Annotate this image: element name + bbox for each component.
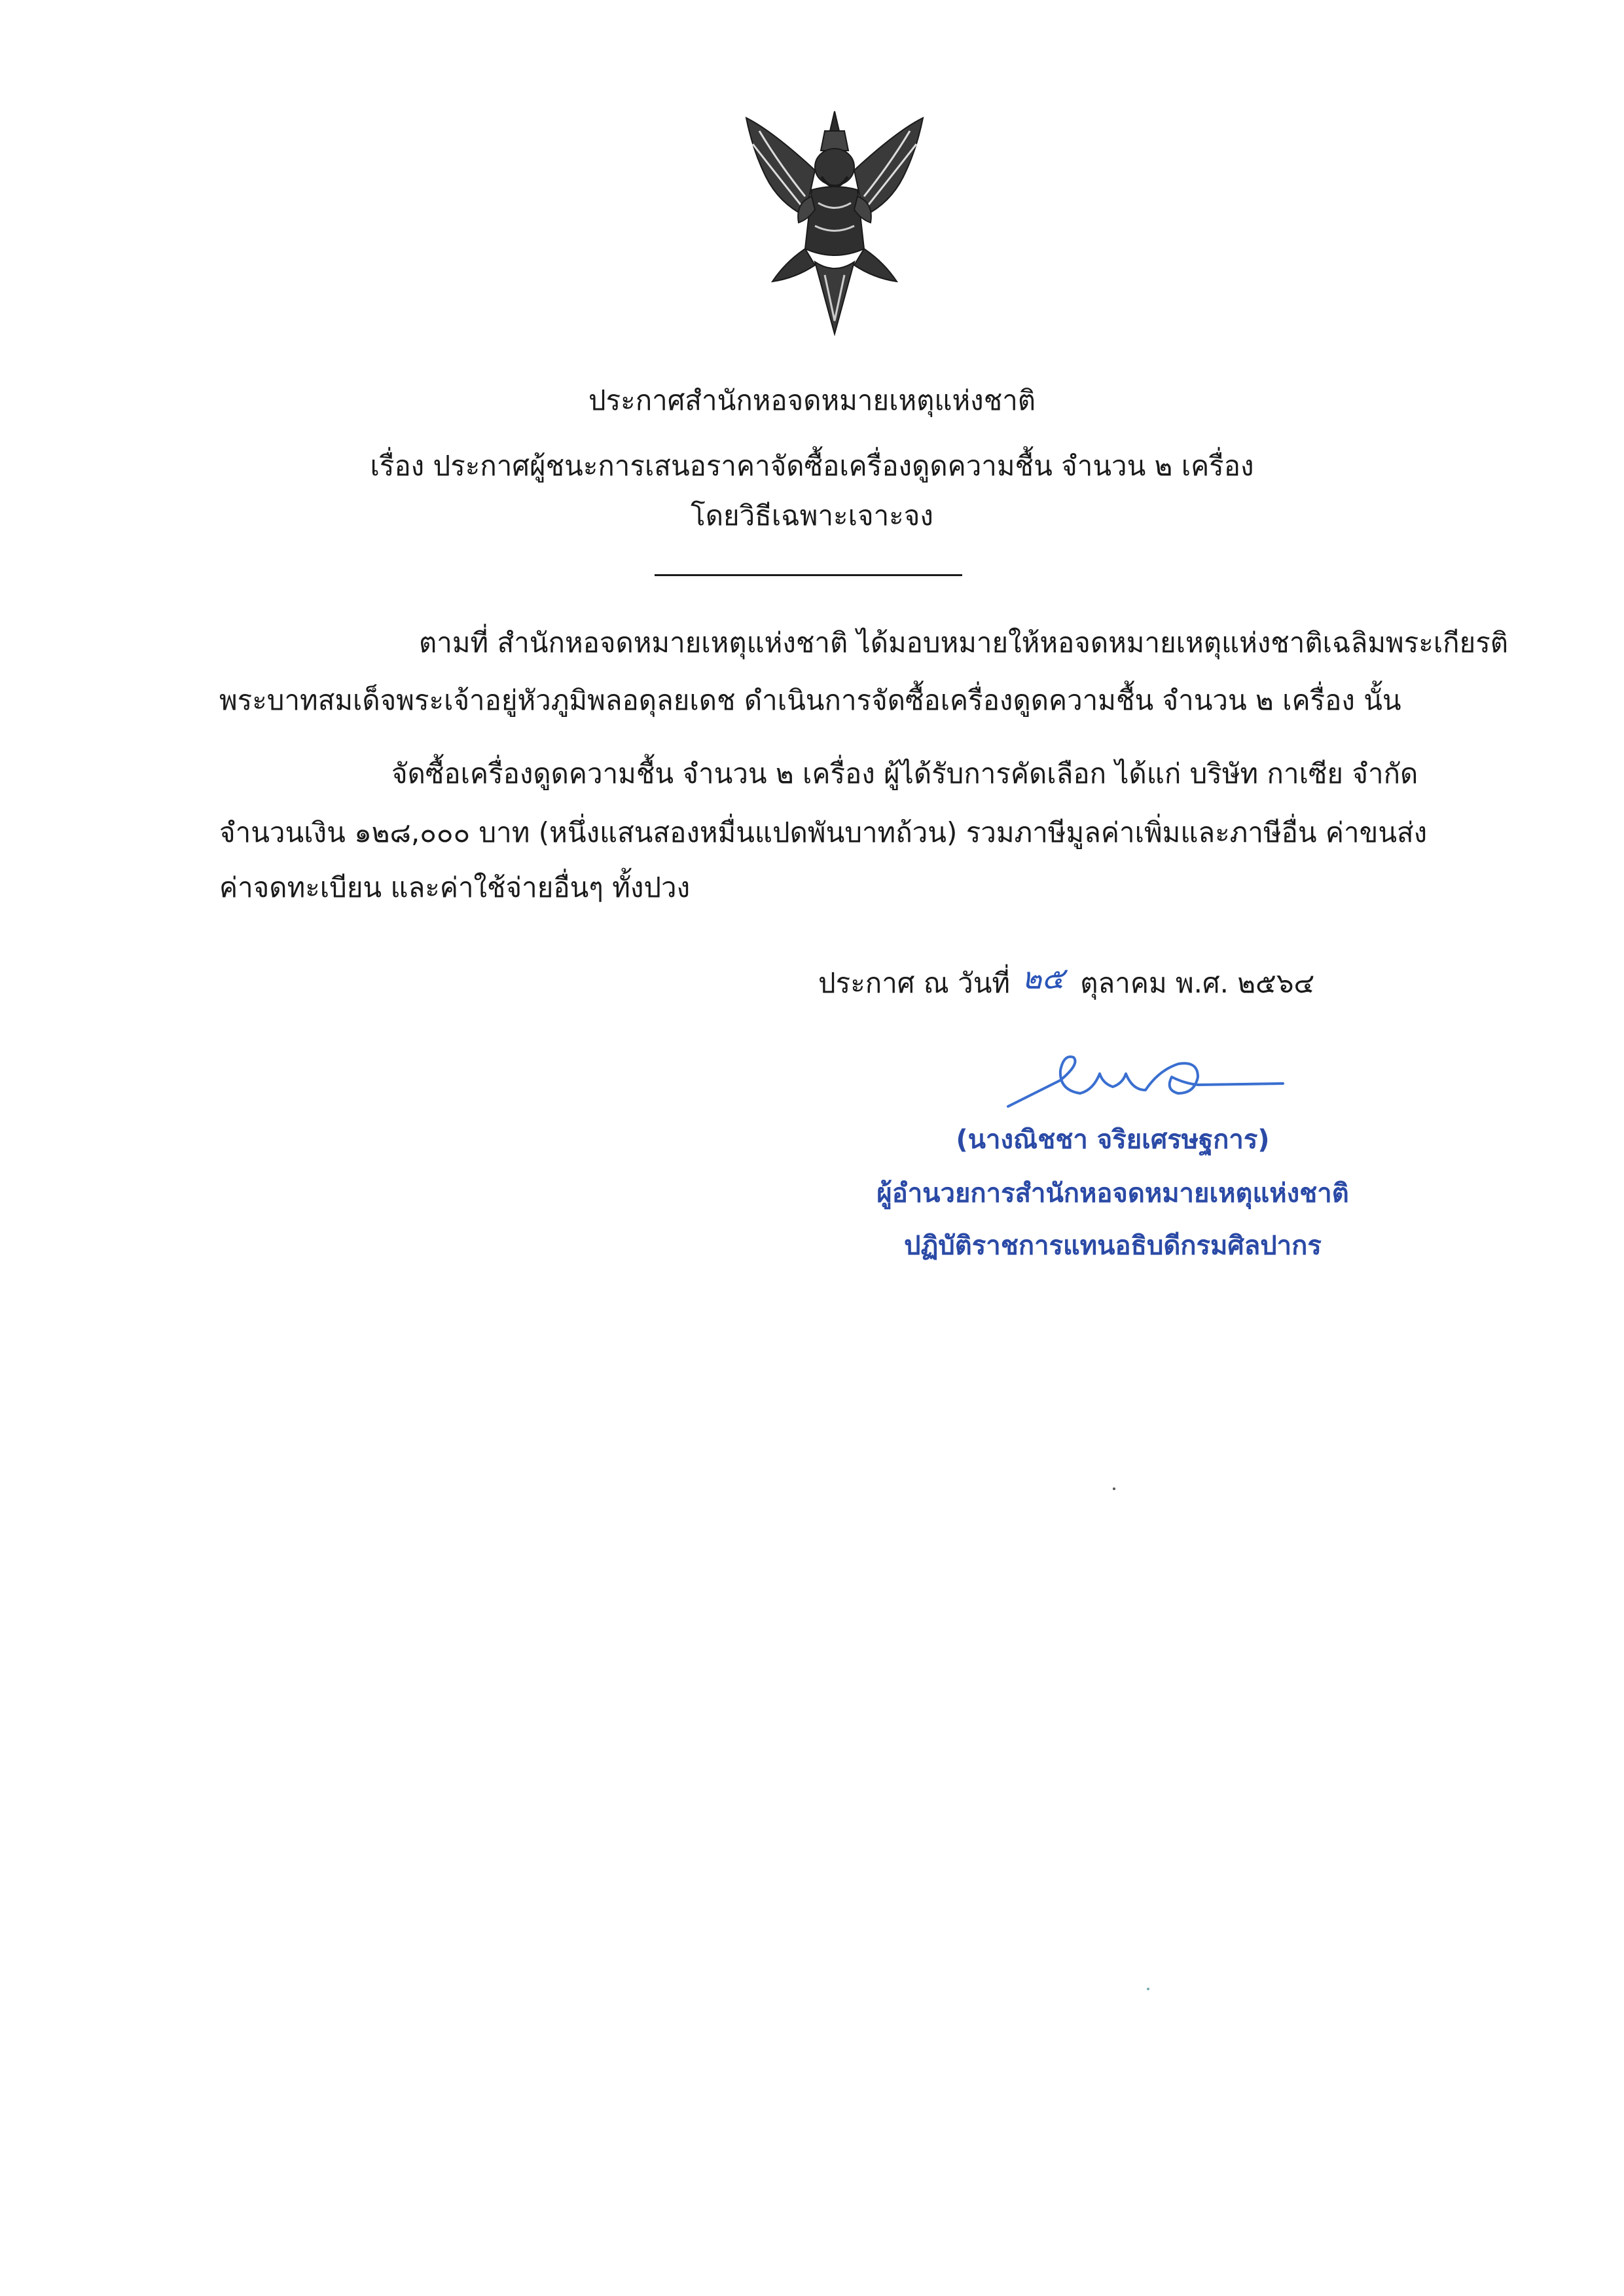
date-prefix: ประกาศ ณ วันที่ <box>818 967 1011 999</box>
paragraph2-line1: จัดซื้อเครื่องดูดความชื้น จำนวน ๒ เครื่อง ผู้ได้รับการคัดเลือก ได้แก่ บริษัท กาเซีย จำกัด <box>391 757 1418 790</box>
date-day-handwritten: ๒๕ <box>1022 960 1065 996</box>
announcement-date <box>818 960 1315 999</box>
paper-speck <box>1147 1988 1149 1990</box>
signer-title: ผู้อำนวยการสำนักหอจดหมายเหตุแห่งชาติ <box>876 1178 1349 1209</box>
signer-name: (นางณิชชา จริยเศรษฐการ) <box>956 1125 1270 1155</box>
title-divider <box>655 574 962 576</box>
method-line: โดยวิธีเฉพาะเจาะจง <box>691 500 933 532</box>
handwritten-signature <box>1001 1044 1290 1116</box>
date-month-year: ตุลาคม พ.ศ. ๒๕๖๔ <box>1080 967 1315 999</box>
paragraph2-line2: จำนวนเงิน ๑๒๘,๐๐๐ บาท (หนึ่งแสนสองหมื่นแปดพันบาทถ้วน) รวมภาษีมูลค่าเพิ่มและภาษีอื่น ค่าขนส่ง <box>219 816 1428 848</box>
announcement-title: ประกาศสำนักหอจดหมายเหตุแห่งชาติ <box>588 384 1036 416</box>
paragraph1-line2: พระบาทสมเด็จพระเจ้าอยู่หัวภูมิพลอดุลยเดช ดำเนินการจัดซื้อเครื่องดูดความชื้น จำนวน ๒ เครื่อง นั้น <box>219 684 1401 716</box>
paper-speck <box>1113 1487 1115 1490</box>
paragraph1-line1: ตามที่ สำนักหอจดหมายเหตุแห่งชาติ ได้มอบหมายให้หอจดหมายเหตุแห่งชาติเฉลิมพระเกียรติ <box>419 627 1509 659</box>
subject-line: เรื่อง ประกาศผู้ชนะการเสนอราคาจัดซื้อเครื่องดูดความชื้น จำนวน ๒ เครื่อง <box>370 450 1254 482</box>
paragraph2-line3: ค่าจดทะเบียน และค่าใช้จ่ายอื่นๆ ทั้งปวง <box>219 871 691 903</box>
garuda-emblem-icon <box>733 105 936 340</box>
signer-acting-for: ปฏิบัติราชการแทนอธิบดีกรมศิลปากร <box>904 1231 1322 1261</box>
